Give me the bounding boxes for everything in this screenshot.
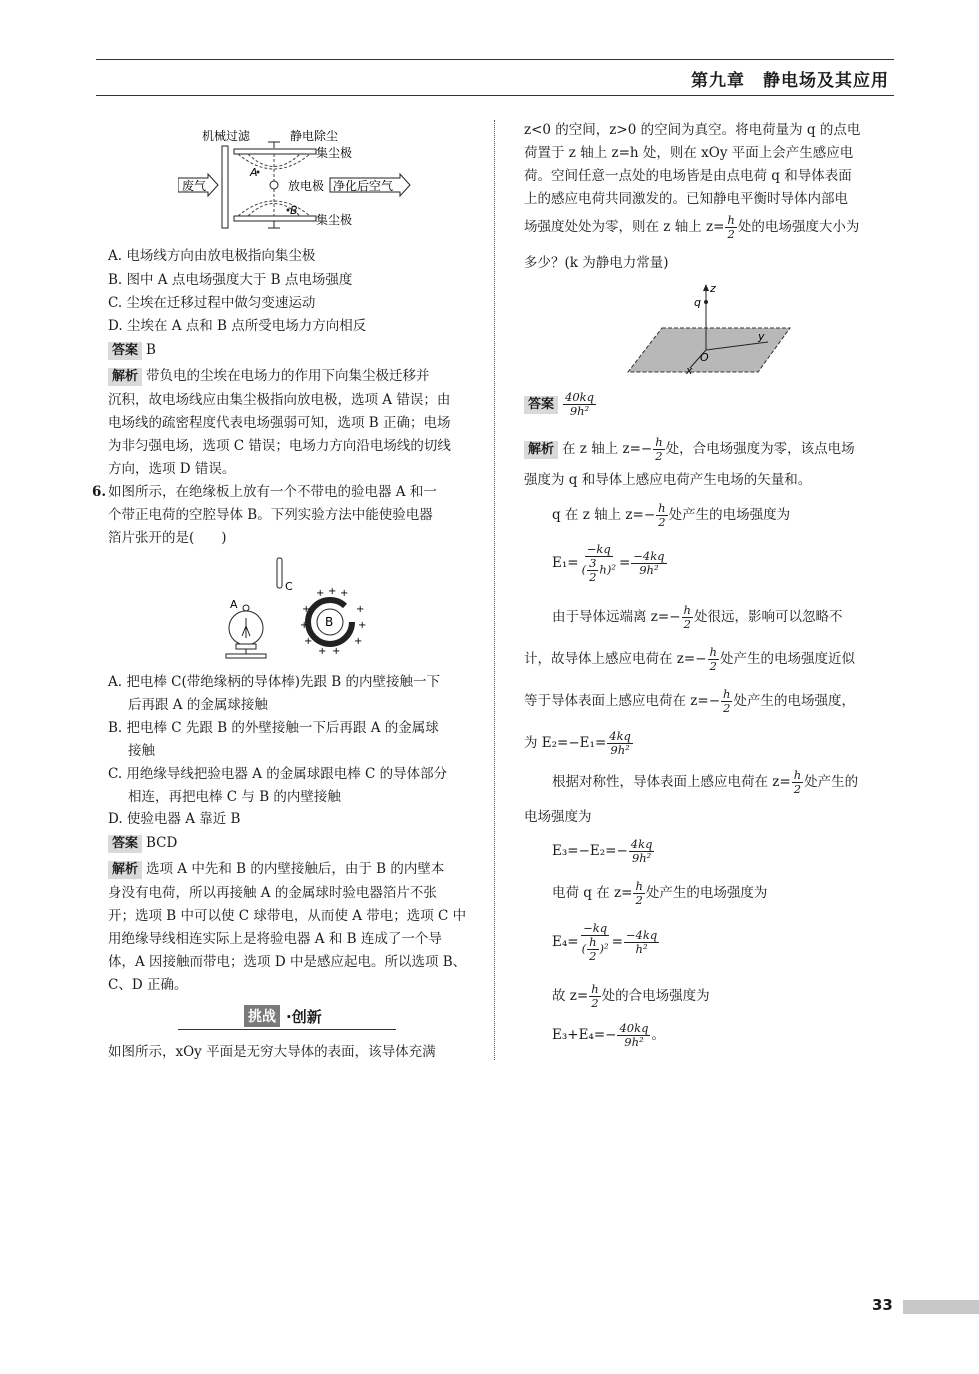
challenge-text: ·创新 bbox=[286, 1008, 322, 1026]
fig1-point-b: B bbox=[290, 204, 298, 217]
q6-analysis-line: 解析 选项 A 中先和 B 的内壁接触后，由于 B 的内壁本 bbox=[108, 859, 444, 879]
header-rule-bottom bbox=[96, 95, 894, 96]
page-bar bbox=[903, 1300, 979, 1314]
svg-text:+: + bbox=[304, 636, 313, 647]
answer-tag: 答案 bbox=[108, 342, 142, 360]
q7-stem-line: 多少？(k 为静电力常量) bbox=[524, 255, 669, 271]
answer-tag: 答案 bbox=[524, 396, 558, 414]
fig1-label-mechanical: 机械过滤 bbox=[202, 129, 251, 143]
q7-analysis-line: 为 E₂=−E₁= $\frac{4kq}{\text{9h²}}$ bbox=[524, 729, 631, 757]
fig1-label-electrostatic: 静电除尘 bbox=[290, 129, 339, 143]
page-number: 33 bbox=[872, 1296, 893, 1314]
challenge-banner bbox=[178, 1005, 396, 1031]
precipitator-figure bbox=[178, 124, 418, 230]
svg-text:+: + bbox=[300, 620, 309, 631]
q7-stem-line: 荷置于 z 轴上 z=h 处，则在 xOy 平面上会产生感应电 bbox=[524, 145, 854, 161]
q5-analysis-line: 沉积，故电场线应由集尘极指向放电极，选项 A 错误；由 bbox=[108, 392, 451, 408]
q7-analysis-line: 等于导体表面上感应电荷在 z=− $\frac{h}{2}$ 处产生的电场强度， bbox=[524, 687, 855, 715]
fig1-label-collector-bottom: 集尘极 bbox=[316, 213, 353, 227]
q7-stem-line: 荷。空间任意一点处的电场皆是由点电荷 q 和导体表面 bbox=[524, 168, 852, 184]
q7-analysis-line: 由于导体远端离 z=− $\frac{h}{2}$ 处很远，影响可以忽略不 bbox=[552, 603, 843, 631]
q5-option-c: C. 尘埃在迁移过程中做匀变速运动 bbox=[108, 295, 316, 311]
fig2-label-a: A bbox=[230, 598, 238, 611]
q7-analysis-line: q 在 z 轴上 z=− $\frac{h}{2}$ 处产生的电场强度为 bbox=[552, 501, 791, 529]
chapter-title: 第九章 静电场及其应用 bbox=[691, 71, 889, 91]
q7-analysis-line: 故 z= $\frac{h}{2}$ 处的合电场强度为 bbox=[552, 982, 710, 1010]
q6-number: 6. bbox=[92, 484, 107, 500]
q6-option-d: D. 使验电器 A 靠近 B bbox=[108, 811, 241, 827]
q7-stem-line: 上的感应电荷共同激发的。已知静电平衡时导体内部电 bbox=[524, 191, 848, 207]
challenge-box: 挑战 bbox=[244, 1005, 280, 1027]
q7-stem-line: z<0 的空间，z>0 的空间为真空。将电荷量为 q 的点电 bbox=[524, 122, 861, 138]
q6-option-a-cont: 后再跟 A 的金属球接触 bbox=[128, 697, 268, 713]
q6-analysis-line: 身没有电荷，所以再接触 A 的金属球时验电器箔片不张 bbox=[108, 885, 437, 901]
fig1-clean-air: 净化后空气 bbox=[333, 179, 394, 193]
fig3-label-o: O bbox=[700, 351, 709, 364]
svg-text:+: + bbox=[340, 588, 349, 599]
analysis-tag: 解析 bbox=[524, 441, 558, 459]
svg-text:+: + bbox=[316, 588, 325, 599]
q7-analysis-line: 电荷 q 在 z= $\frac{h}{2}$ 处产生的电场强度为 bbox=[552, 879, 768, 907]
q6-analysis-line: 用绝缘导线相连实际上是将验电器 A 和 B 连成了一个导 bbox=[108, 931, 442, 947]
q5-analysis-line: 方向，选项 D 错误。 bbox=[108, 461, 236, 477]
fig3-label-q: q bbox=[694, 296, 701, 309]
svg-text:+: + bbox=[358, 620, 367, 631]
q7-analysis-line: 强度为 q 和导体上感应电荷产生电场的矢量和。 bbox=[524, 472, 812, 488]
q7-analysis-line: 电场强度为 bbox=[524, 809, 592, 825]
q6-option-c-cont: 相连，再把电棒 C 与 B 的内壁接触 bbox=[128, 789, 341, 805]
q6-option-b-cont: 接触 bbox=[128, 743, 155, 759]
fig2-label-b: B bbox=[325, 615, 334, 629]
svg-text:+: + bbox=[318, 646, 327, 657]
fig1-point-a: A bbox=[250, 166, 258, 179]
q5-analysis-line: 为非匀强电场，选项 C 错误；电场力方向沿电场线的切线 bbox=[108, 438, 451, 454]
q5-option-a: A. 电场线方向由放电极指向集尘极 bbox=[108, 248, 316, 264]
q6-analysis-line: 体，A 因接触而带电；选项 D 中是感应起电。所以选项 B、 bbox=[108, 954, 467, 970]
q6-answer: 答案 BCD bbox=[108, 833, 177, 853]
svg-text:+: + bbox=[354, 636, 363, 647]
svg-text:+: + bbox=[302, 604, 311, 615]
q7-analysis-line: 计，故导体上感应电荷在 z=− $\frac{h}{2}$ 处产生的电场强度近似 bbox=[524, 645, 855, 673]
q7-stem-line: 场强度处处为零，则在 z 轴上 z= $\frac{h}{2}$ 处的电场强度大小为 bbox=[524, 213, 860, 241]
svg-text:+: + bbox=[328, 586, 337, 597]
q6-stem-line: 个带正电荷的空腔导体 B。下列实验方法中能使验电器 bbox=[108, 507, 433, 523]
q5-option-b: B. 图中 A 点电场强度大于 B 点电场强度 bbox=[108, 272, 353, 288]
fig3-label-x: x bbox=[686, 364, 693, 377]
q6-stem-line: 箔片张开的是( ) bbox=[108, 530, 227, 546]
header-rule-top bbox=[96, 59, 894, 60]
answer-tag: 答案 bbox=[108, 835, 142, 853]
fig3-label-y: y bbox=[758, 330, 765, 343]
fig1-discharge: 放电极 bbox=[288, 179, 325, 193]
q6-option-b: B. 把电棒 C 先跟 B 的外壁接触一下后再跟 A 的金属球 bbox=[108, 720, 439, 736]
q7-equation-e4: E₄= −kq ( $\frac{h}{2}$ )² = $\frac{-4kq}{\text{h²}}$ bbox=[552, 921, 658, 963]
q5-answer: 答案 B bbox=[108, 340, 156, 360]
svg-text:+: + bbox=[356, 604, 365, 615]
q7-analysis-line: 根据对称性，导体表面上感应电荷在 z= $\frac{h}{2}$ 处产生的 bbox=[552, 768, 859, 796]
q6-option-a: A. 把电棒 C(带绝缘柄的导体棒)先跟 B 的内壁接触一下 bbox=[108, 674, 440, 690]
q7-equation-result: E₃+E₄=− $\frac{40kq}{\text{9h²}}$ 。 bbox=[552, 1021, 665, 1049]
fig3-label-z: z bbox=[710, 282, 716, 295]
coordinate-plane-figure bbox=[622, 282, 794, 378]
q5-analysis-line: 解析 带负电的尘埃在电场力的作用下向集尘极迁移并 bbox=[108, 366, 430, 386]
electroscope-figure bbox=[222, 556, 372, 664]
q6-option-c: C. 用绝缘导线把验电器 A 的金属球跟电棒 C 的导体部分 bbox=[108, 766, 448, 782]
fig1-label-collector-top: 集尘极 bbox=[316, 146, 353, 160]
q6-analysis-line: C、D 正确。 bbox=[108, 977, 188, 993]
q5-option-d: D. 尘埃在 A 点和 B 点所受电场力方向相反 bbox=[108, 318, 367, 334]
q7-equation-e1: E₁= −kq ( $\frac{3}{2}$ h)² = $\frac{-4kq}{\text{9h²}}$ bbox=[552, 542, 665, 584]
q6-stem-line: 如图所示，在绝缘板上放有一个不带电的验电器 A 和一 bbox=[108, 484, 437, 500]
q5-analysis-line: 电场线的疏密程度代表电场强弱可知，选项 B 正确；电场 bbox=[108, 415, 451, 431]
q7-answer: 答案 $\frac{40kq}{\text{9h²}}$ bbox=[524, 391, 597, 418]
q7-stem-first: 如图所示，xOy 平面是无穷大导体的表面，该导体充满 bbox=[108, 1044, 436, 1060]
analysis-tag: 解析 bbox=[108, 368, 142, 386]
fig1-waste-gas: 废气 bbox=[182, 179, 207, 193]
q7-analysis-line: 解析 在 z 轴上 z=− $\frac{h}{2}$ 处，合电场强度为零，该点电场 bbox=[524, 436, 855, 463]
column-divider bbox=[494, 120, 495, 1060]
q6-analysis-line: 开；选项 B 中可以使 C 球带电，从而使 A 带电；选项 C 中 bbox=[108, 908, 467, 924]
analysis-tag: 解析 bbox=[108, 861, 142, 879]
fig2-label-c: C bbox=[285, 580, 293, 593]
q7-equation-e3: E₃=−E₂=− $\frac{4kq}{\text{9h²}}$ bbox=[552, 837, 653, 865]
svg-text:+: + bbox=[332, 646, 341, 657]
